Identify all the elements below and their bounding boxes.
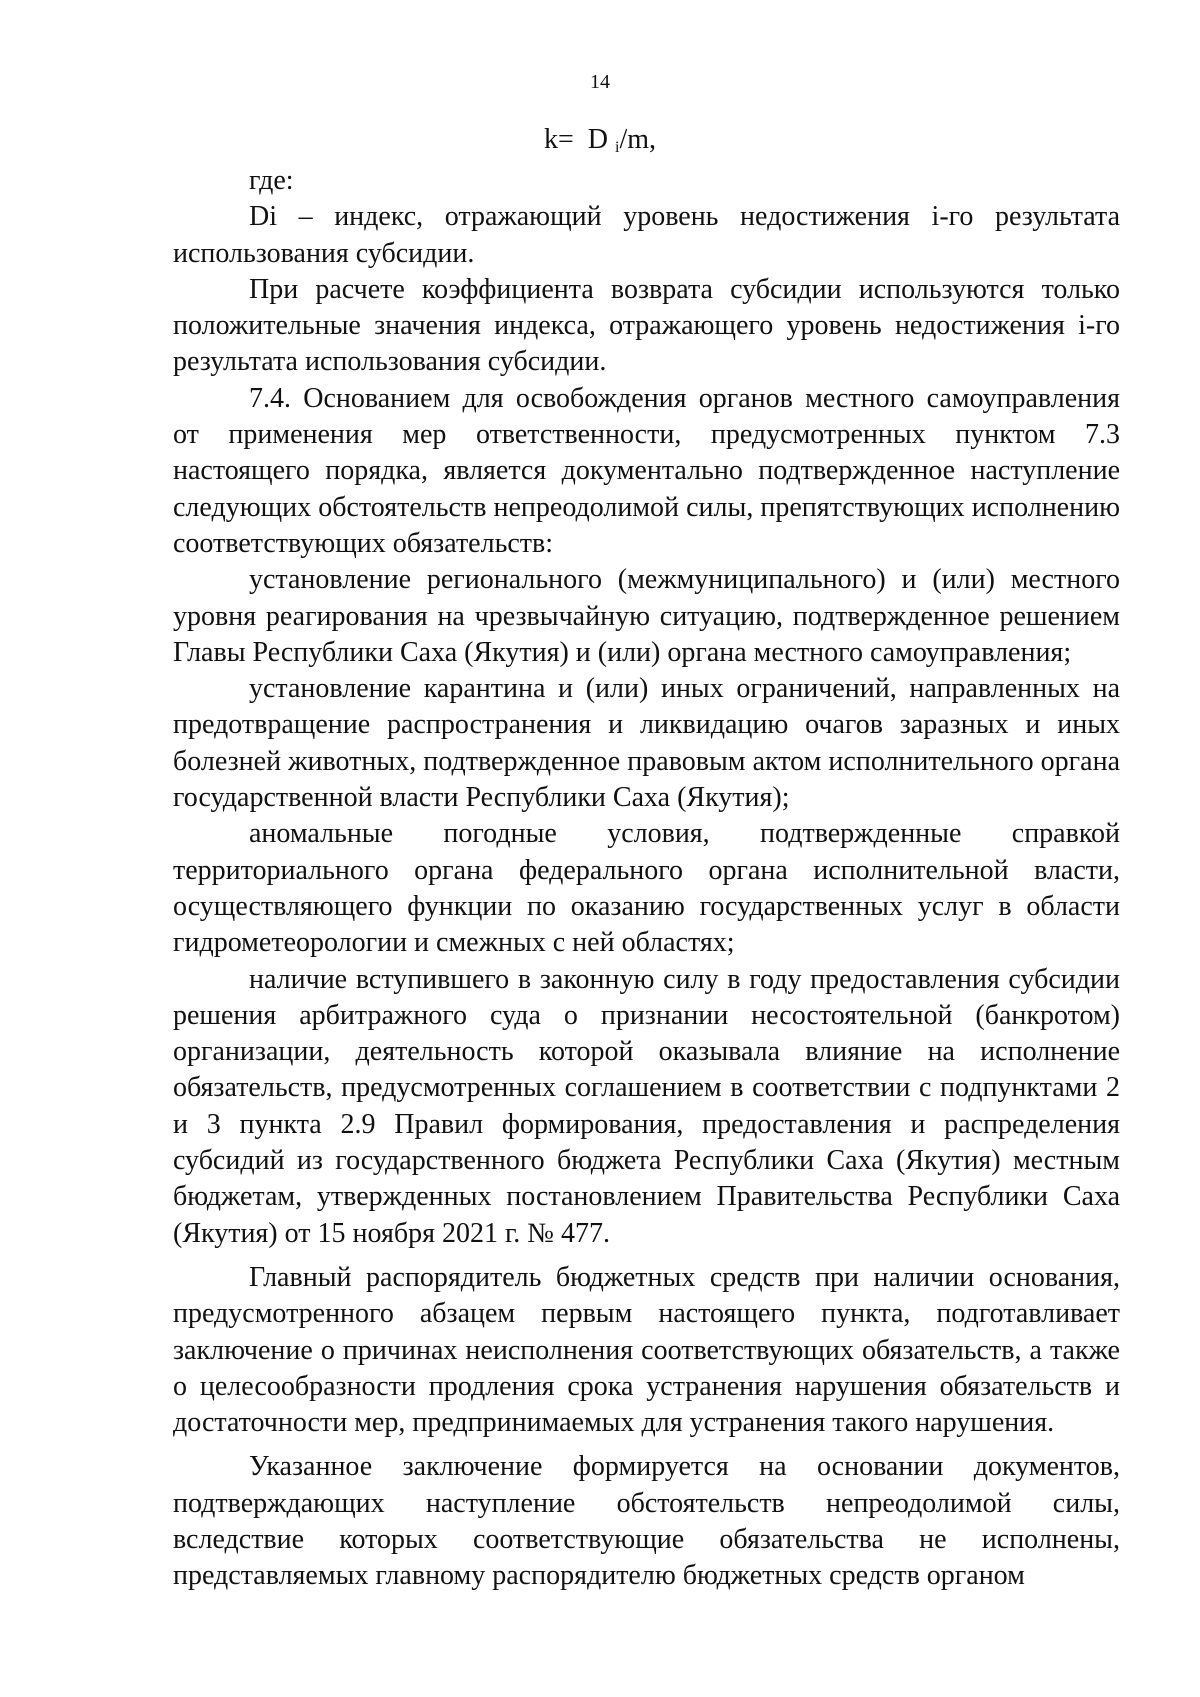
- page-number: 14: [590, 71, 610, 93]
- paragraph-bankruptcy: наличие вступившего в законную силу в году предоставления субсидии решения арбитражного суда о признании несостоятельной (банкротом) организации, деятельность которой оказывала влияние на исполнение обязательств, предусмотренных соглашением в соответствии с подпунктами 2 и 3 пункта 2.9 Правил формирования, предоставления и распределения субсидий из государственного бюджета Республики Саха (Якутия) местным бюджетам, утвержденных постановлением Правительства Республики Саха (Якутия) от 15 ноября 2021 г. № 477.: [173, 963, 1120, 1249]
- document-body: [173, 163, 1120, 1595]
- formula-symbol: D: [587, 124, 608, 155]
- formula-rhs: /m,: [619, 124, 657, 155]
- paragraph-weather: аномальные погодные условия, подтвержденные справкой территориального органа федерального органа исполнительной власти, осуществляющего функции по оказанию государственных услуг в области гидрометеорологии и смежных с ней областях;: [173, 818, 1120, 959]
- paragraph-7-4: 7.4. Основанием для освобождения органов местного самоуправления от применения мер ответственности, предусмотренных пунктом 7.3 настоящего порядка, является документально подтвержденное наступление следующих обстоятельств непреодолимой силы, препятствующих исполнению соответствующих обязательств:: [173, 382, 1120, 559]
- formula-subscript: i: [615, 139, 620, 156]
- paragraph-quarantine: установление карантина и (или) иных ограничений, направленных на предотвращение распространения и ликвидацию очагов заразных и иных болезней животных, подтвержденное правовым актом исполнительного органа государственной власти Республики Саха (Якутия);: [173, 673, 1120, 814]
- paragraph-where: где:: [249, 165, 294, 196]
- paragraph-di-definition: Di – индекс, отражающий уровень недостижения i-го результата использования субсидии.: [173, 201, 1120, 269]
- formula: [0, 122, 1200, 166]
- paragraph-emergency: установление регионального (межмуниципального) и (или) местного уровня реагирования на чрезвычайную ситуацию, подтвержденное решением Главы Республики Саха (Якутия) и (или) органа местного самоуправления;: [173, 564, 1120, 668]
- paragraph-conclusion: Указанное заключение формируется на основании документов, подтверждающих наступление обстоятельств непреодолимой силы, вследствие которых соответствующие обязательства не исполнены, представляемых главному распорядителю бюджетных средств органом: [173, 1451, 1120, 1592]
- paragraph-chief-manager: Главный распорядитель бюджетных средств при наличии основания, предусмотренного абзацем первым настоящего пункта, подготавливает заключение о причинах неисполнения соответствующих обязательств, а также о целесообразности продления срока устранения нарушения обязательств и достаточности мер, предпринимаемых для устранения такого нарушения.: [173, 1261, 1120, 1439]
- formula-lhs: k=: [543, 124, 574, 155]
- paragraph-positive-values: При расчете коэффициента возврата субсидии используются только положительные значения индекса, отражающего уровень недостижения i-го результата использования субсидии.: [173, 273, 1120, 378]
